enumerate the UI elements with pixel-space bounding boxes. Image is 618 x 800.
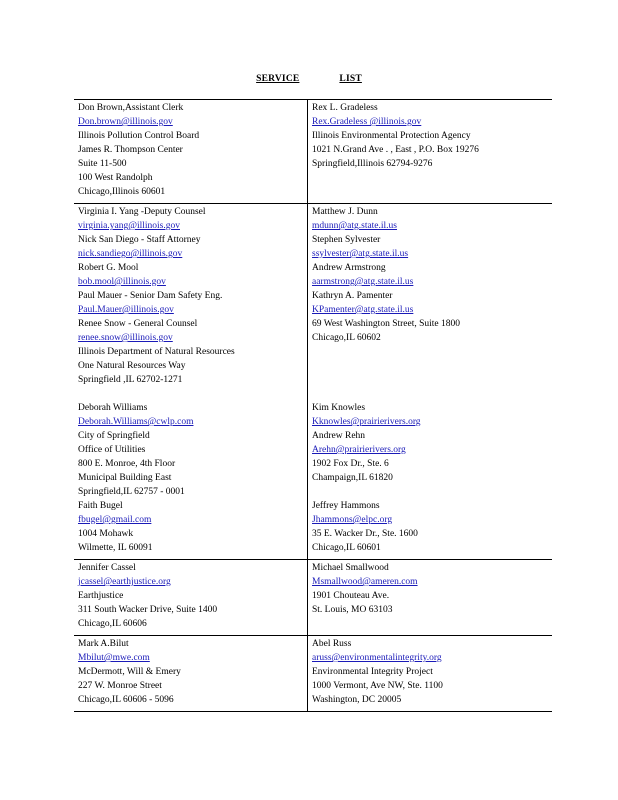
contact-line: Nick San Diego - Staff Attorney (78, 235, 201, 245)
contact-line: McDermott, Will & Emery (78, 667, 181, 677)
contact-line: Matthew J. Dunn (312, 207, 378, 217)
email-link[interactable]: jcassel@earthjustice.org (78, 577, 171, 587)
contact-line: City of Springfield (78, 431, 150, 441)
email-link[interactable]: Kknowles@prairierivers.org (312, 417, 421, 427)
contact-line: Springfield,IL 62757 - 0001 (78, 487, 185, 497)
email-link[interactable]: Paul.Mauer@illinois.gov (78, 305, 174, 315)
blank-line (312, 387, 548, 401)
contact-line: 69 West Washington Street, Suite 1800 (312, 319, 461, 329)
contact-cell-right (308, 204, 553, 560)
contact-line: 227 W. Monroe Street (78, 681, 162, 691)
contact-line: Environmental Integrity Project (312, 667, 433, 677)
contact-line: Illinois Pollution Control Board (78, 131, 200, 141)
contact-line: Michael Smallwood (312, 563, 389, 573)
contact-cell-left (74, 100, 308, 204)
contact-line: 1004 Mohawk (78, 529, 134, 539)
email-link[interactable]: Don.brown@illinois.gov (78, 117, 173, 127)
blank-line (312, 485, 548, 499)
email-link[interactable]: Deborah.Williams@cwlp.com (78, 417, 194, 427)
contact-line: Suite 11-500 (78, 159, 127, 169)
contact-line: Earthjustice (78, 591, 124, 601)
contact-line: Chicago,Illinois 60601 (78, 187, 166, 197)
contact-line: Andrew Rehn (312, 431, 366, 441)
contact-cell-left (74, 204, 308, 560)
contact-line: St. Louis, MO 63103 (312, 605, 393, 615)
email-link[interactable]: renee.snow@illinois.gov (78, 333, 173, 343)
contact-line: Chicago,IL 60601 (312, 543, 381, 553)
contact-cell-right (308, 560, 553, 636)
contact-line: Mark A.Bilut (78, 639, 129, 649)
email-link[interactable]: Jhammons@elpc.org (312, 515, 393, 525)
contact-line: 100 West Randolph (78, 173, 153, 183)
contact-line: Don Brown,Assistant Clerk (78, 103, 184, 113)
blank-line (78, 387, 303, 401)
contact-line: Virginia I. Yang -Deputy Counsel (78, 207, 206, 217)
contact-line: 311 South Wacker Drive, Suite 1400 (78, 605, 218, 615)
blank-line (312, 359, 548, 373)
contact-line: One Natural Resources Way (78, 361, 186, 371)
contact-cell-left (74, 636, 308, 712)
email-link[interactable]: bob.mool@illinois.gov (78, 277, 166, 287)
title-word-service: SERVICE (256, 74, 300, 84)
contact-line: Washington, DC 20005 (312, 695, 402, 705)
contact-line: James R. Thompson Center (78, 145, 183, 155)
contact-line: 1021 N.Grand Ave . , East , P.O. Box 19276 (312, 145, 479, 155)
service-list-table (74, 99, 552, 712)
contact-line: 800 E. Monroe, 4th Floor (78, 459, 176, 469)
contact-cell-right (308, 636, 553, 712)
contact-line: Champaign,IL 61820 (312, 473, 393, 483)
email-link[interactable]: Rex.Gradeless @illinois.gov (312, 117, 422, 127)
contact-line: Illinois Environmental Protection Agency (312, 131, 471, 141)
email-link[interactable]: virginia.yang@illinois.gov (78, 221, 180, 231)
contact-line: 1902 Fox Dr., Ste. 6 (312, 459, 389, 469)
blank-line (312, 345, 548, 359)
contact-line: Paul Mauer - Senior Dam Safety Eng. (78, 291, 223, 301)
email-link[interactable]: aarmstrong@atg.state.il.us (312, 277, 414, 287)
email-link[interactable]: aruss@environmentalintegrity.org (312, 653, 442, 663)
contact-line: 1901 Chouteau Ave. (312, 591, 390, 601)
contact-line: Municipal Building East (78, 473, 172, 483)
contact-line: Kathryn A. Pamenter (312, 291, 393, 301)
blank-line (312, 373, 548, 387)
email-link[interactable]: fbugel@gmail.com (78, 515, 152, 525)
email-link[interactable]: Msmallwood@ameren.com (312, 577, 418, 587)
contact-cell-right (308, 100, 553, 204)
contact-line: Chicago,IL 60606 - 5096 (78, 695, 174, 705)
contact-line: Stephen Sylvester (312, 235, 381, 245)
contact-line: Jennifer Cassel (78, 563, 136, 573)
title-word-list: LIST (339, 74, 362, 84)
contact-line: 35 E. Wacker Dr., Ste. 1600 (312, 529, 418, 539)
contact-line: Deborah Williams (78, 403, 148, 413)
email-link[interactable]: ssylvester@atg.state.il.us (312, 249, 409, 259)
contact-line: 1000 Vermont, Ave NW, Ste. 1100 (312, 681, 443, 691)
page-title (0, 74, 618, 84)
service-row (74, 204, 552, 560)
contact-line: Renee Snow - General Counsel (78, 319, 198, 329)
contact-line: Chicago,IL 60602 (312, 333, 381, 343)
contact-line: Office of Utilities (78, 445, 146, 455)
contact-line: Rex L. Gradeless (312, 103, 378, 113)
email-link[interactable]: Arehn@prairierivers.org (312, 445, 406, 455)
contact-line: Springfield ,IL 62702-1271 (78, 375, 183, 385)
contact-line: Kim Knowles (312, 403, 366, 413)
contact-line: Faith Bugel (78, 501, 123, 511)
contact-line: Andrew Armstrong (312, 263, 386, 273)
service-row (74, 560, 552, 636)
contact-line: Chicago,IL 60606 (78, 619, 147, 629)
contact-line: Robert G. Mool (78, 263, 139, 273)
service-row (74, 100, 552, 204)
email-link[interactable]: Mbilut@mwe.com (78, 653, 150, 663)
email-link[interactable]: nick.sandiego@illinois.gov (78, 249, 183, 259)
contact-line: Springfield,Illinois 62794-9276 (312, 159, 433, 169)
contact-line: Abel Russ (312, 639, 352, 649)
contact-line: Illinois Department of Natural Resources (78, 347, 235, 357)
contact-line: Wilmette, IL 60091 (78, 543, 153, 553)
email-link[interactable]: mdunn@atg.state.il.us (312, 221, 398, 231)
email-link[interactable]: KPamenter@atg.state.il.us (312, 305, 414, 315)
contact-line: Jeffrey Hammons (312, 501, 380, 511)
service-row (74, 636, 552, 712)
contact-cell-left (74, 560, 308, 636)
